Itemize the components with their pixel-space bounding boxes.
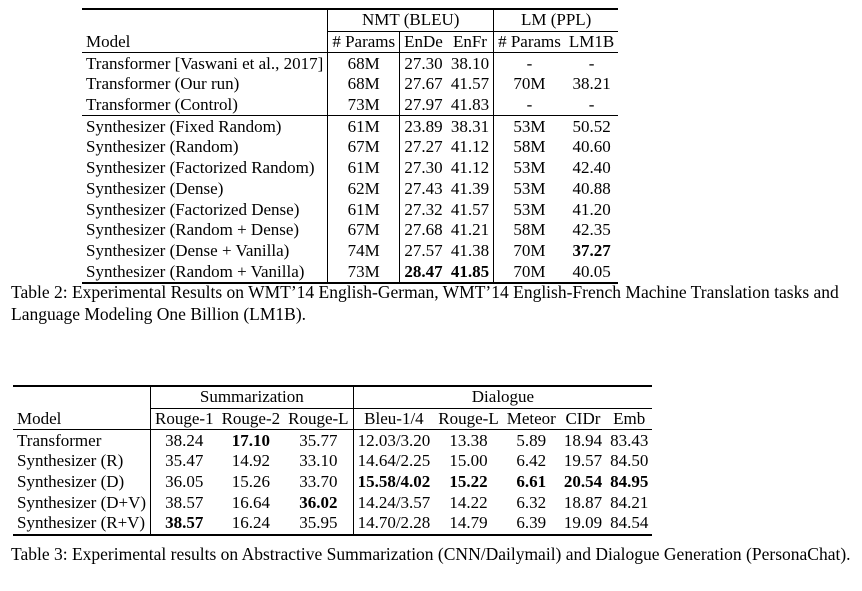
group-header-dialogue: Dialogue bbox=[353, 386, 652, 408]
col-header-lm1b: LM1B bbox=[565, 31, 618, 53]
table-2-caption: Table 2: Experimental Results on WMT’14 English-German, WMT’14 English-French Machine Translation tasks and Language Modeling One Billion (LM1B). bbox=[11, 282, 839, 324]
table-row: Transformer (Our run) 68M 27.67 41.57 70M 38.21 bbox=[82, 74, 618, 95]
table-row: Synthesizer (Random + Dense) 67M 27.68 41.21 58M 42.35 bbox=[82, 220, 618, 241]
table-row: Synthesizer (Dense + Vanilla) 74M 27.57 41.38 70M 37.27 bbox=[82, 241, 618, 262]
col-header-params: # Params bbox=[328, 31, 400, 53]
col-header-bleu: Bleu-1/4 bbox=[353, 408, 434, 430]
table-row: Synthesizer (Fixed Random) 61M 23.89 38.31 53M 50.52 bbox=[82, 116, 618, 137]
table-row: Synthesizer (D+V) 38.57 16.64 36.02 14.24/3.57 14.22 6.32 18.87 84.21 bbox=[13, 492, 652, 513]
table-row: Synthesizer (R+V) 38.57 16.24 35.95 14.70/2.28 14.79 6.39 19.09 84.54 bbox=[13, 513, 652, 535]
col-header-dialogue-rouge-l: Rouge-L bbox=[434, 408, 502, 430]
col-header-emb: Emb bbox=[606, 408, 652, 430]
table-3-caption: Table 3: Experimental results on Abstractive Summarization (CNN/Dailymail) and Dialogue Generation (PersonaChat). bbox=[11, 544, 851, 564]
table-3 bbox=[13, 385, 652, 536]
table-row: Transformer (Control) 73M 27.97 41.83 - - bbox=[82, 95, 618, 116]
group-header-nmt: NMT (BLEU) bbox=[328, 9, 494, 31]
group-header-summarization: Summarization bbox=[151, 386, 354, 408]
col-header-rouge-1: Rouge-1 bbox=[151, 408, 218, 430]
table-row: Synthesizer (Dense) 62M 27.43 41.39 53M 40.88 bbox=[82, 179, 618, 200]
col-header-rouge-l: Rouge-L bbox=[284, 408, 353, 430]
col-header-model: Model bbox=[13, 408, 151, 430]
group-header-lm: LM (PPL) bbox=[494, 9, 619, 31]
table-row: Synthesizer (Random + Vanilla) 73M 28.47 41.85 70M 40.05 bbox=[82, 261, 618, 283]
col-header-rouge-2: Rouge-2 bbox=[218, 408, 285, 430]
col-header-lm-params: # Params bbox=[494, 31, 565, 53]
table-row: Transformer 38.24 17.10 35.77 12.03/3.20 13.38 5.89 18.94 83.43 bbox=[13, 430, 652, 451]
col-header-model: Model bbox=[82, 31, 328, 53]
table-row: Synthesizer (Factorized Random) 61M 27.30 41.12 53M 42.40 bbox=[82, 158, 618, 179]
col-header-ende: EnDe bbox=[400, 31, 447, 53]
col-header-cidr: CIDr bbox=[560, 408, 606, 430]
col-header-meteor: Meteor bbox=[503, 408, 560, 430]
table-2 bbox=[82, 8, 618, 284]
table-row: Synthesizer (Random) 67M 27.27 41.12 58M 40.60 bbox=[82, 137, 618, 158]
table-row: Synthesizer (Factorized Dense) 61M 27.32 41.57 53M 41.20 bbox=[82, 199, 618, 220]
col-header-enfr: EnFr bbox=[447, 31, 494, 53]
table-row: Synthesizer (R) 35.47 14.92 33.10 14.64/2.25 15.00 6.42 19.57 84.50 bbox=[13, 451, 652, 472]
table-row: Transformer [Vaswani et al., 2017] 68M 27.30 38.10 - - bbox=[82, 53, 618, 74]
table-row: Synthesizer (D) 36.05 15.26 33.70 15.58/4.02 15.22 6.61 20.54 84.95 bbox=[13, 472, 652, 493]
